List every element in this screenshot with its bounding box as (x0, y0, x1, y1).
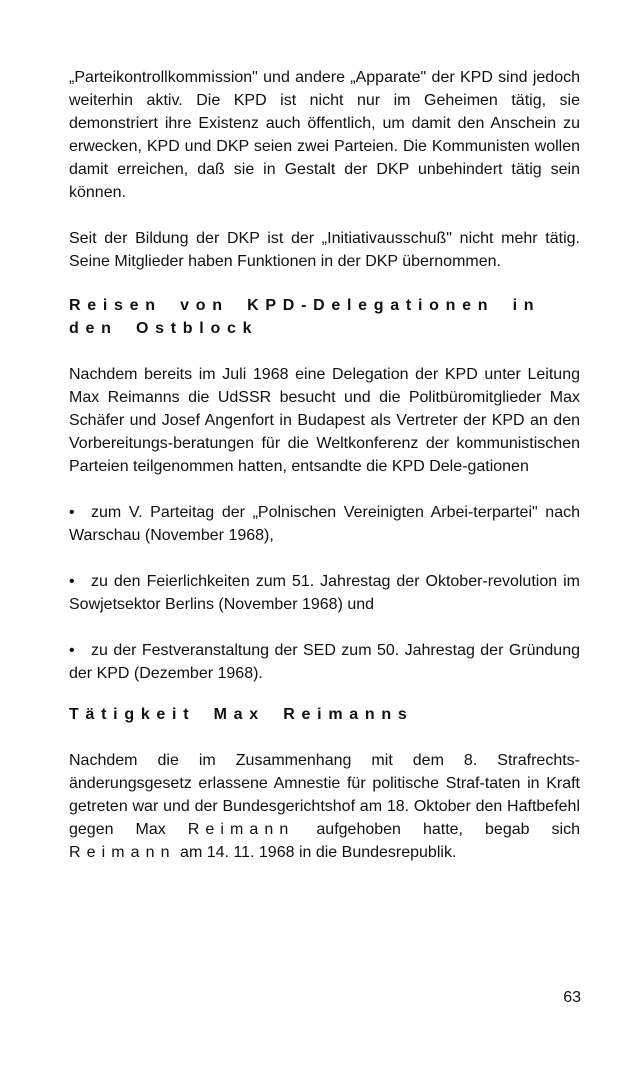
spaced-name: Reimann (69, 844, 176, 861)
bullet-item-text: zum V. Parteitag der „Polnischen Vereinigten Arbei-terpartei" nach Warschau (November 1968), (69, 504, 580, 544)
text-segment: aufgehoben hatte, begab sich (316, 821, 580, 838)
paragraph-delegationen: Nachdem bereits im Juli 1968 eine Delegation der KPD unter Leitung Max Reimanns die UdSSR besucht und die Politbüromitglieder Max Schäfer und Josef Angenfort in Budapest als Vertreter der KPD an den Vorbereitungs-beratungen für die Weltkonferenz der kommunistischen Parteien teilgenommen hatten, entsandte die KPD Dele-gationen (69, 366, 580, 475)
bullet-marker: • (69, 504, 75, 521)
page-number: 63 (563, 989, 581, 1006)
bullet-item-warschau (69, 501, 580, 547)
paragraph-reimann-rueckkehr (69, 749, 580, 864)
bullet-item-oktoberrevolution (69, 570, 580, 616)
section-heading-reisen: Reisen von KPD-Delegationen in den Ostblock (69, 297, 541, 337)
paragraph-parteikontrollkommission: „Parteikontrollkommission" und andere „Apparate" der KPD sind jedoch weiterhin aktiv. Die KPD ist nicht nur im Geheimen tätig, sie demonstriert ihre Existenz auch öffentlich, um damit den Anschein zu erwecken, KPD und DKP seien zwei Parteien. Die Kommunisten wollen damit erreichen, daß sie in Gestalt der DKP unbehindert tätig sein können. (69, 69, 580, 201)
bullet-item-festveranstaltung (69, 639, 580, 685)
spaced-name: Reimann (187, 821, 295, 838)
bullet-item-text: zu der Festveranstaltung der SED zum 50. Jahrestag der Gründung der KPD (Dezember 1968). (69, 642, 580, 682)
paragraph-initiativausschuss: Seit der Bildung der DKP ist der „Initiativausschuß" nicht mehr tätig. Seine Mitglieder haben Funktionen in der DKP übernommen. (69, 230, 580, 270)
section-heading-taetigkeit: Tätigkeit Max Reimanns (69, 706, 414, 723)
text-segment: am 14. 11. 1968 in die Bundesrepublik. (180, 844, 457, 861)
page-content (69, 66, 580, 864)
bullet-item-text: zu den Feierlichkeiten zum 51. Jahrestag der Oktober-revolution im Sowjetsektor Berlins (November 1968) und (69, 573, 580, 613)
bullet-marker: • (69, 573, 75, 590)
text-segment: Nachdem die im Zusammenhang mit dem 8. Strafrechts-änderungsgesetz erlassene Amnestie für politische Straf-taten in Kraft getreten war und der Bundesgerichtshof am 18. Oktober den Haftbefehl gegen Max (69, 752, 580, 838)
bullet-marker: • (69, 642, 75, 659)
